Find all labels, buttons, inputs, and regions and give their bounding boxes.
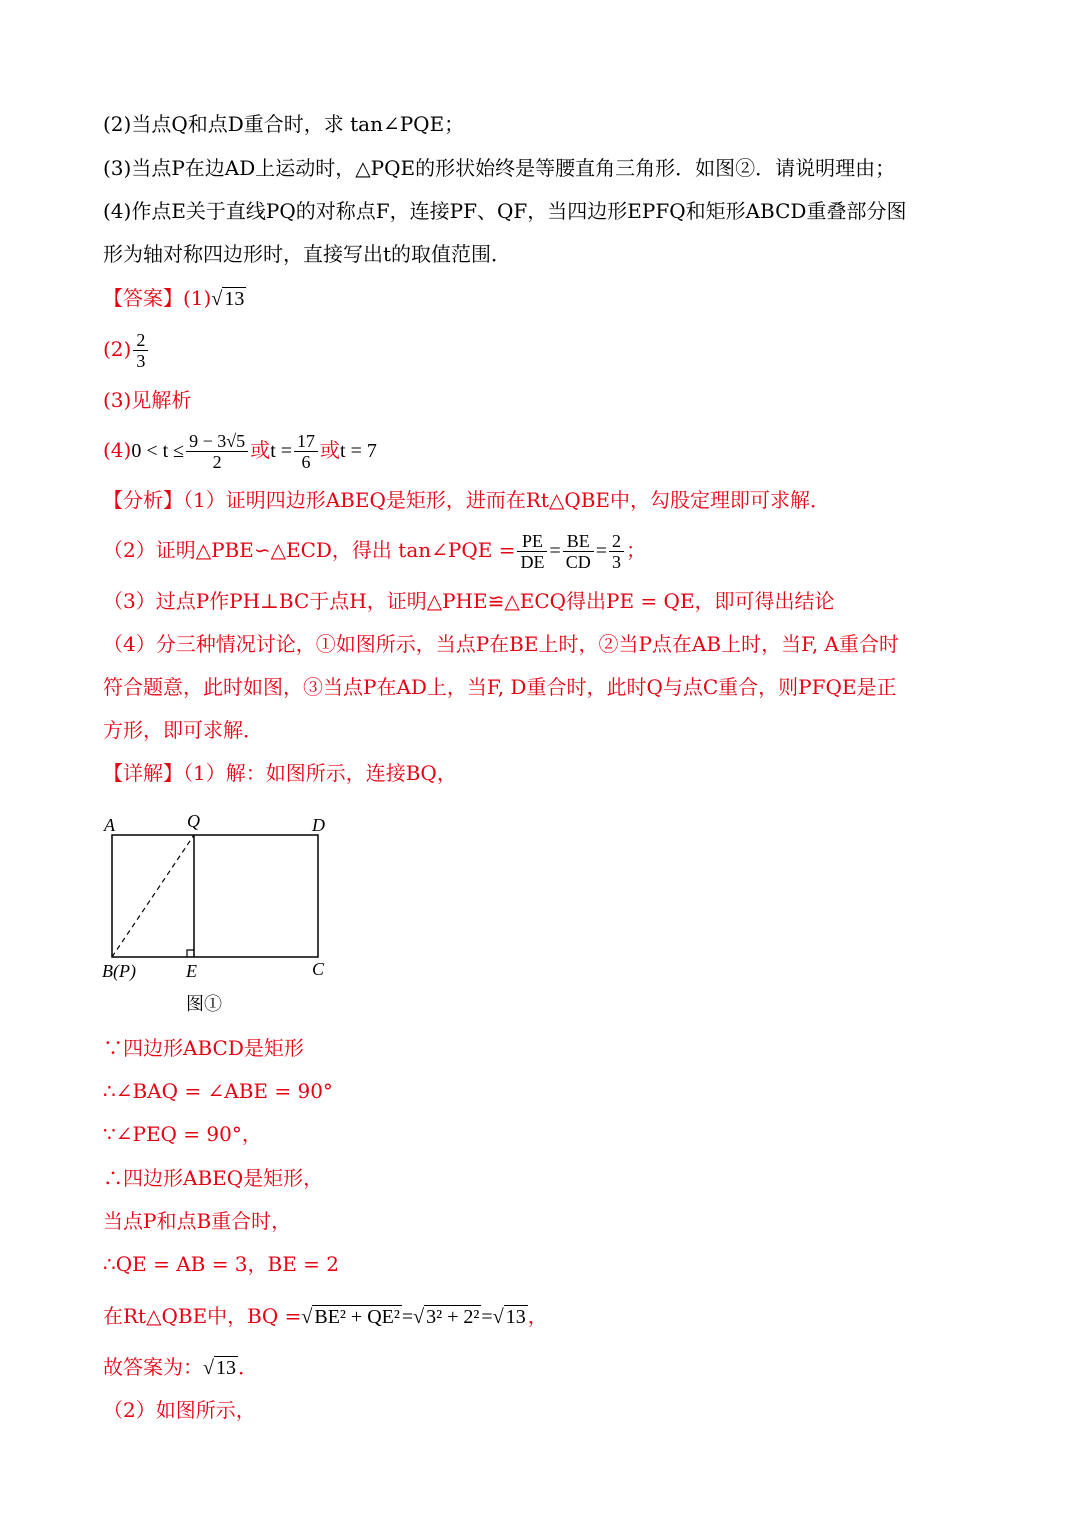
analysis-p2-f3-den: 3: [612, 552, 622, 572]
detail-tag: 【详解】: [103, 761, 183, 785]
label-q: Q: [187, 811, 200, 831]
label-e: E: [186, 961, 197, 981]
answer-4-frac1-den: 2: [212, 452, 222, 472]
detail-s7-eq-2: =: [481, 1306, 493, 1328]
answer-2-den: 3: [136, 351, 146, 371]
answer-3: (3)见解析: [103, 388, 192, 412]
detail-s6: ∴QE = AB = 3，BE = 2: [103, 1252, 340, 1276]
analysis-p2-f2-num: BE: [563, 531, 594, 552]
detail-s2: ∴∠BAQ = ∠ABE = 90°: [103, 1079, 333, 1103]
analysis-line-2: （2）证明△PBE∽△ECD，得出 tan∠PQE = $\frac{PE}{DE}$ = $\frac{BE}{CD}$ = $\frac{2}{3}$ ；: [103, 531, 647, 572]
detail-line-1: [103, 759, 457, 787]
analysis-p2-f2-den: CD: [565, 552, 591, 572]
right-angle-mark: [187, 950, 194, 957]
answer-4-frac2-den: 6: [301, 452, 311, 472]
answer-4-label: (4): [103, 438, 132, 462]
detail-intro: （1）解：如图所示，连接BQ，: [183, 761, 457, 785]
answer-2-label: (2): [103, 337, 132, 361]
analysis-line-1: [103, 486, 830, 514]
analysis-p2-fraction-2: [563, 531, 594, 572]
figure-caption: 图①: [186, 994, 222, 1014]
detail-s7-prefix: 在Rt△QBE中，BQ =: [103, 1304, 302, 1328]
answer-line-1: [103, 284, 246, 313]
answer-4-last: t = 7: [340, 440, 377, 462]
analysis-p2-fraction-3: [609, 531, 624, 572]
analysis-tag: 【分析】: [103, 488, 183, 512]
segment-bq-dashed: [112, 835, 194, 957]
detail-s7-eq: =: [401, 1306, 414, 1328]
analysis-p2-fraction-1: [517, 531, 547, 572]
analysis-p2-f3-num: 2: [609, 531, 624, 552]
detail-line-s7: [103, 1302, 548, 1331]
detail-line-s8: [103, 1353, 258, 1382]
detail-s7-rad-2: 3² + 2²: [426, 1306, 480, 1328]
analysis-p4-line2: 符合题意，此时如图，③当点P在AD上，当F, D重合时，此时Q与点C重合，则PFQE是正: [103, 675, 897, 699]
label-bp: B(P): [102, 961, 136, 981]
detail-s4: ∴四边形ABEQ是矩形，: [103, 1166, 324, 1190]
answer-4-prefix: 0 < t ≤: [131, 440, 185, 462]
answer-tag: 【答案】: [103, 286, 183, 310]
problem-q3: (3)当点P在边AD上运动时，△PQE的形状始终是等腰直角三角形．如图②．请说明理由；: [103, 156, 896, 180]
detail-s8-prefix: 故答案为：: [103, 1355, 203, 1379]
detail-s7-sqrt-1: √ BE² + QE²: [301, 1306, 400, 1328]
answer-4-frac1-num: 9 − 3√5: [186, 431, 248, 452]
problem-q2: (2)当点Q和点D重合时，求 tan∠PQE；: [103, 112, 465, 136]
answer-1-sqrt: √ 13: [211, 288, 245, 310]
detail-s7-rad-1: BE² + QE²: [314, 1306, 400, 1328]
rectangle-abcd: [112, 835, 318, 957]
answer-1-value: 13: [224, 288, 245, 310]
analysis-p3: （3）过点P作PH⊥BC于点H，证明△PHE≌△ECQ得出PE = QE，即可得出结论: [103, 589, 835, 613]
detail-s9: （2）如图所示，: [103, 1398, 256, 1422]
figure-1: [95, 805, 345, 1020]
label-a: A: [104, 815, 115, 835]
answer-4-or-2: 或: [320, 438, 341, 462]
detail-s8-rad: 13: [215, 1357, 236, 1379]
detail-s7-sqrt-2: √ 3² + 2²: [413, 1306, 480, 1328]
problem-q4-line2: 形为轴对称四边形时，直接写出t的取值范围．: [103, 242, 512, 266]
answer-4-fraction-1: [186, 431, 248, 472]
label-c: C: [312, 959, 325, 979]
answer-2-fraction: [133, 330, 148, 371]
analysis-p4-line1: （4）分三种情况讨论，①如图所示，当点P在BE上时，②当P点在AB上时，当F, A重合时: [103, 632, 899, 656]
detail-s7-end: ，: [527, 1304, 548, 1328]
detail-s3: ∵∠PEQ = 90°，: [103, 1122, 262, 1146]
detail-s1: ∵四边形ABCD是矩形: [103, 1036, 304, 1060]
analysis-p2-f1-den: DE: [520, 552, 545, 572]
answer-4-frac2-num: 17: [294, 431, 318, 452]
answer-line-4: [103, 427, 377, 474]
analysis-p2-end: ；: [626, 538, 647, 562]
detail-s7-rad-3: 13: [505, 1306, 526, 1328]
answer-4-t-eq: t =: [270, 440, 293, 462]
answer-4-fraction-2: [294, 431, 318, 472]
answer-1-label: (1): [183, 286, 212, 310]
analysis-p2-text: （2）证明△PBE∽△ECD，得出 tan∠PQE =: [103, 538, 516, 562]
analysis-p1: （1）证明四边形ABEQ是矩形，进而在Rt△QBE中，勾股定理即可求解．: [183, 488, 831, 512]
detail-s5: 当点P和点B重合时，: [103, 1209, 292, 1233]
detail-s7-sqrt-3: √ 13: [492, 1306, 526, 1328]
answer-line-2: [103, 326, 150, 372]
label-d: D: [312, 815, 325, 835]
analysis-p4-line3: 方形，即可求解．: [103, 718, 263, 742]
analysis-p2-f1-num: PE: [517, 531, 547, 552]
detail-s8-sqrt: √ 13: [203, 1357, 236, 1379]
answer-4-or-1: 或: [250, 438, 271, 462]
detail-s8-end: ．: [237, 1355, 258, 1379]
answer-2-num: 2: [133, 330, 148, 351]
problem-q4-line1: (4)作点E关于直线PQ的对称点F，连接PF、QF，当四边形EPFQ和矩形ABCD重叠部分图: [103, 199, 907, 223]
